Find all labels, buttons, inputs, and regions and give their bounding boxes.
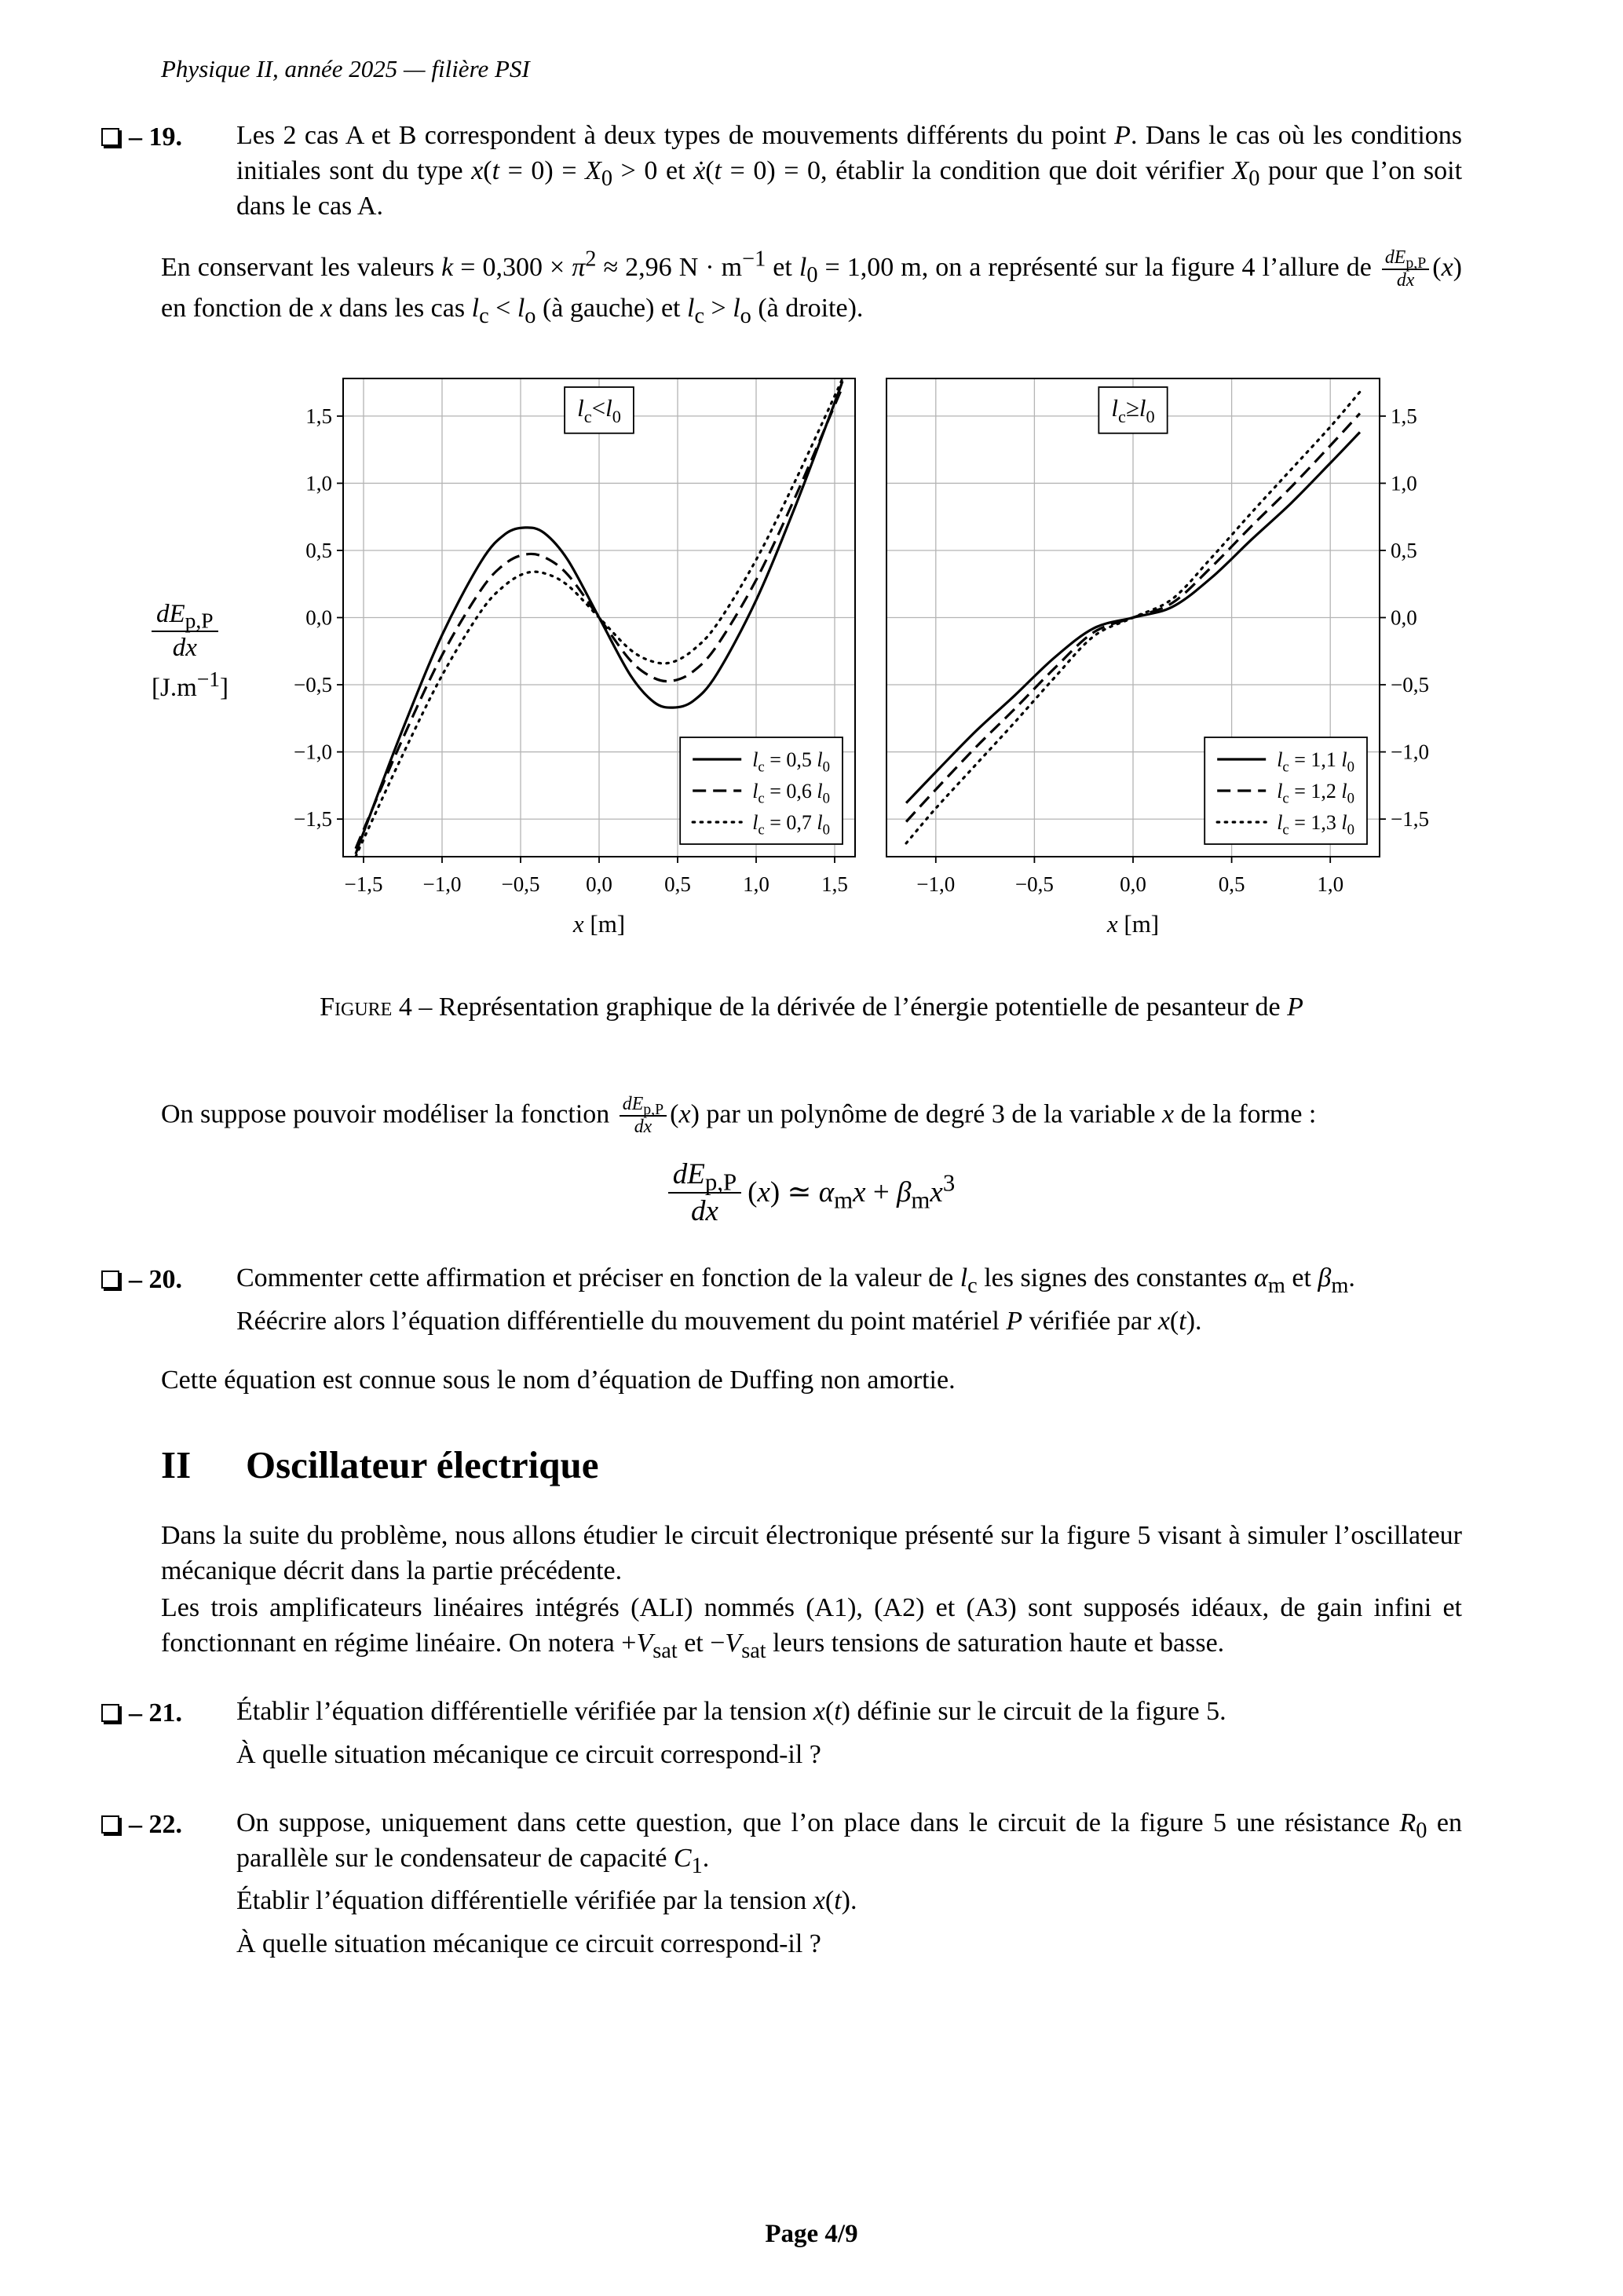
svg-text:0,5: 0,5 bbox=[664, 872, 691, 896]
svg-text:0,5: 0,5 bbox=[1218, 872, 1245, 896]
figure-caption-label: Figure 4 bbox=[320, 992, 412, 1022]
question-dash: – bbox=[129, 1264, 149, 1294]
question-19-text: Les 2 cas A et B correspondent à deux types de mouvements différents du point P. Dans le cas où les conditions initiales sont du type $x(t = 0) = X_0 > 0$ et ẋ(t = 0) = 0, établir la condition que doit vérifier $X_0$ pour que l’on soit dans le cas A. bbox=[236, 120, 1463, 221]
svg-text:−1,5: −1,5 bbox=[344, 872, 383, 896]
inline-fraction-depdx: $\frac{dE_{p,P}}{dx}$ bbox=[1382, 248, 1429, 291]
model-equation bbox=[161, 1158, 1462, 1228]
question-22-text1: On suppose, uniquement dans cette question, que l’on place dans le circuit de la figure 5 une résistance $R_0$ en parallèle sur le condensateur de capacité $C_1$. bbox=[236, 1808, 1463, 1878]
checkbox-icon bbox=[101, 128, 119, 146]
paragraph-constants bbox=[161, 248, 1462, 327]
section-heading bbox=[161, 1444, 1462, 1486]
question-number: 19. bbox=[148, 122, 182, 152]
svg-text:1,0: 1,0 bbox=[305, 471, 332, 495]
svg-text:0,0: 0,0 bbox=[586, 872, 612, 896]
figure-charts bbox=[276, 364, 1450, 949]
svg-text:lc = 1,3 l0: $l_c = 1,3$ $l_0$ bbox=[1277, 810, 1354, 839]
paragraph-duffing: Cette équation est connue sous le nom d’équation de Duffing non amortie. bbox=[161, 1365, 956, 1395]
intro-paragraph-1: Dans la suite du problème, nous allons étudier le circuit électronique présenté sur la figure 5 visant à simuler l’oscillateur mécanique décrit dans la partie précédente. bbox=[161, 1521, 1462, 1586]
figure-caption-text: Représentation graphique de la dérivée de l’énergie potentielle de pesanteur de P bbox=[438, 992, 1303, 1022]
question-22-text3: À quelle situation mécanique ce circuit correspond-il ? bbox=[236, 1929, 821, 1959]
figure-y-axis-label bbox=[152, 364, 276, 949]
y-axis-units: $[J.m^{-1}]$ bbox=[152, 667, 229, 703]
svg-text:x [m]: x [m] bbox=[572, 909, 626, 938]
inline-fraction-depdx-2: $\frac{dE_{p,P}}{dx}$ bbox=[620, 1095, 667, 1138]
svg-text:lc = 0,5 l0: $l_c = 0,5$ $l_0$ bbox=[752, 748, 830, 776]
chart-lc-greater-equal-l0 bbox=[877, 364, 1450, 949]
question-dash: – bbox=[129, 1809, 149, 1839]
question-20-text1: Commenter cette affirmation et préciser en fonction de la valeur de $l_c$ les signes des constantes $\alpha_m$ et $\beta_m$. bbox=[236, 1263, 1355, 1298]
paragraph-constants-part2: (x) en fonction de x dans les cas $l_c < l_o$ (à gauche) et $l_c > l_o$ (à droite). bbox=[161, 253, 1462, 328]
figure-caption-sep: – bbox=[411, 992, 439, 1022]
question-number: 22. bbox=[148, 1809, 182, 1839]
svg-text:−0,5: −0,5 bbox=[294, 672, 332, 696]
paragraph-model bbox=[161, 1095, 1462, 1138]
svg-text:−1,0: −1,0 bbox=[294, 740, 332, 764]
question-dash: – bbox=[129, 122, 149, 152]
question-21-marker bbox=[101, 1695, 236, 1773]
section-title: Oscillateur électrique bbox=[246, 1442, 599, 1486]
svg-text:x [m]: x [m] bbox=[1106, 909, 1160, 938]
intro-paragraph-2: Les trois amplificateurs linéaires intégrés (ALI) nommés (A1), (A2) et (A3) sont supposés idéaux, de gain infini et fonctionnant en régime linéaire. On notera $+V_{sat}$ et $-V_{sat}$ leurs tensions de saturation haute et basse. bbox=[161, 1593, 1462, 1663]
question-22 bbox=[101, 1806, 1462, 1963]
page-header: Physique II, année 2025 — filière PSI bbox=[161, 55, 530, 82]
question-20-marker bbox=[101, 1261, 236, 1340]
svg-text:0,5: 0,5 bbox=[305, 538, 332, 562]
svg-text:1,0: 1,0 bbox=[1317, 872, 1344, 896]
paragraph-constants-part1: En conservant les valeurs $k = 0,300 \times \pi^2 \approx 2,96$ $N \cdot m^{-1}$ et $l_0 = 1,00$ m, on a représenté sur la figure 4 l’allure de bbox=[161, 247, 1379, 287]
question-dash: – bbox=[129, 1698, 149, 1727]
svg-text:0,0: 0,0 bbox=[1120, 872, 1146, 896]
svg-text:−1,5: −1,5 bbox=[1391, 806, 1429, 831]
equation-rhs: (x) ≃ $\alpha_mx + \beta_mx^3$ bbox=[748, 1169, 956, 1214]
y-axis-fraction: $\frac{dE_{p,P}}{dx}$ bbox=[152, 600, 218, 663]
svg-text:−1,0: −1,0 bbox=[916, 872, 956, 896]
figure-caption bbox=[161, 990, 1462, 1026]
paragraph-model-part1: On suppose pouvoir modéliser la fonction bbox=[161, 1099, 616, 1129]
svg-text:−1,0: −1,0 bbox=[1391, 740, 1429, 764]
checkbox-icon bbox=[101, 1704, 119, 1722]
svg-text:1,5: 1,5 bbox=[821, 872, 848, 896]
svg-text:0,5: 0,5 bbox=[1391, 538, 1417, 562]
paragraph-model-part2: (x) par un polynôme de degré 3 de la variable x de la forme : bbox=[670, 1099, 1317, 1129]
svg-text:1,5: 1,5 bbox=[1391, 404, 1417, 428]
figure-4 bbox=[152, 364, 1462, 949]
svg-text:lc = 0,7 l0: $l_c = 0,7$ $l_0$ bbox=[752, 810, 830, 839]
svg-text:−0,5: −0,5 bbox=[1014, 872, 1054, 896]
question-19-marker bbox=[101, 119, 236, 225]
svg-text:lc = 1,1 l0: $l_c = 1,1$ $l_0$ bbox=[1277, 748, 1354, 776]
question-20 bbox=[101, 1261, 1462, 1340]
question-number: 21. bbox=[148, 1698, 182, 1727]
question-19 bbox=[101, 119, 1462, 225]
question-22-marker bbox=[101, 1806, 236, 1963]
svg-text:−0,5: −0,5 bbox=[1391, 672, 1429, 696]
checkbox-icon bbox=[101, 1815, 119, 1834]
svg-text:1,0: 1,0 bbox=[1391, 471, 1417, 495]
svg-text:lc = 0,6 l0: $l_c = 0,6$ $l_0$ bbox=[752, 779, 830, 807]
svg-text:−0,5: −0,5 bbox=[501, 872, 540, 896]
svg-text:1,5: 1,5 bbox=[305, 404, 332, 428]
svg-text:−1,0: −1,0 bbox=[422, 872, 462, 896]
question-number: 20. bbox=[148, 1264, 182, 1294]
question-21-text1: Établir l’équation différentielle vérifiée par la tension x(t) définie sur le circuit de la figure 5. bbox=[236, 1696, 1226, 1726]
svg-text:lc = 1,2 l0: $l_c = 1,2$ $l_0$ bbox=[1277, 779, 1354, 807]
svg-text:lc≥l0: $l_c\ge l_0$ bbox=[1111, 393, 1155, 426]
svg-text:0,0: 0,0 bbox=[1391, 605, 1417, 630]
svg-text:0,0: 0,0 bbox=[305, 605, 332, 630]
checkbox-icon bbox=[101, 1270, 119, 1289]
svg-text:−1,5: −1,5 bbox=[294, 806, 332, 831]
equation-fraction: $\frac{dE_{p,P}}{dx}$ bbox=[668, 1158, 741, 1228]
svg-text:lc<l0: $l_c<l_0$ bbox=[577, 393, 621, 426]
chart-lc-less-than-l0 bbox=[276, 364, 865, 949]
question-21-text2: À quelle situation mécanique ce circuit correspond-il ? bbox=[236, 1739, 821, 1769]
svg-text:1,0: 1,0 bbox=[743, 872, 769, 896]
question-22-text2: Établir l’équation différentielle vérifiée par la tension x(t). bbox=[236, 1886, 857, 1916]
page-footer: Page 4/9 bbox=[765, 2220, 858, 2249]
question-21 bbox=[101, 1695, 1462, 1773]
section-number: II bbox=[161, 1442, 192, 1486]
question-20-text2: Réécrire alors l’équation différentielle du mouvement du point matériel P vérifiée par x(t). bbox=[236, 1306, 1202, 1336]
